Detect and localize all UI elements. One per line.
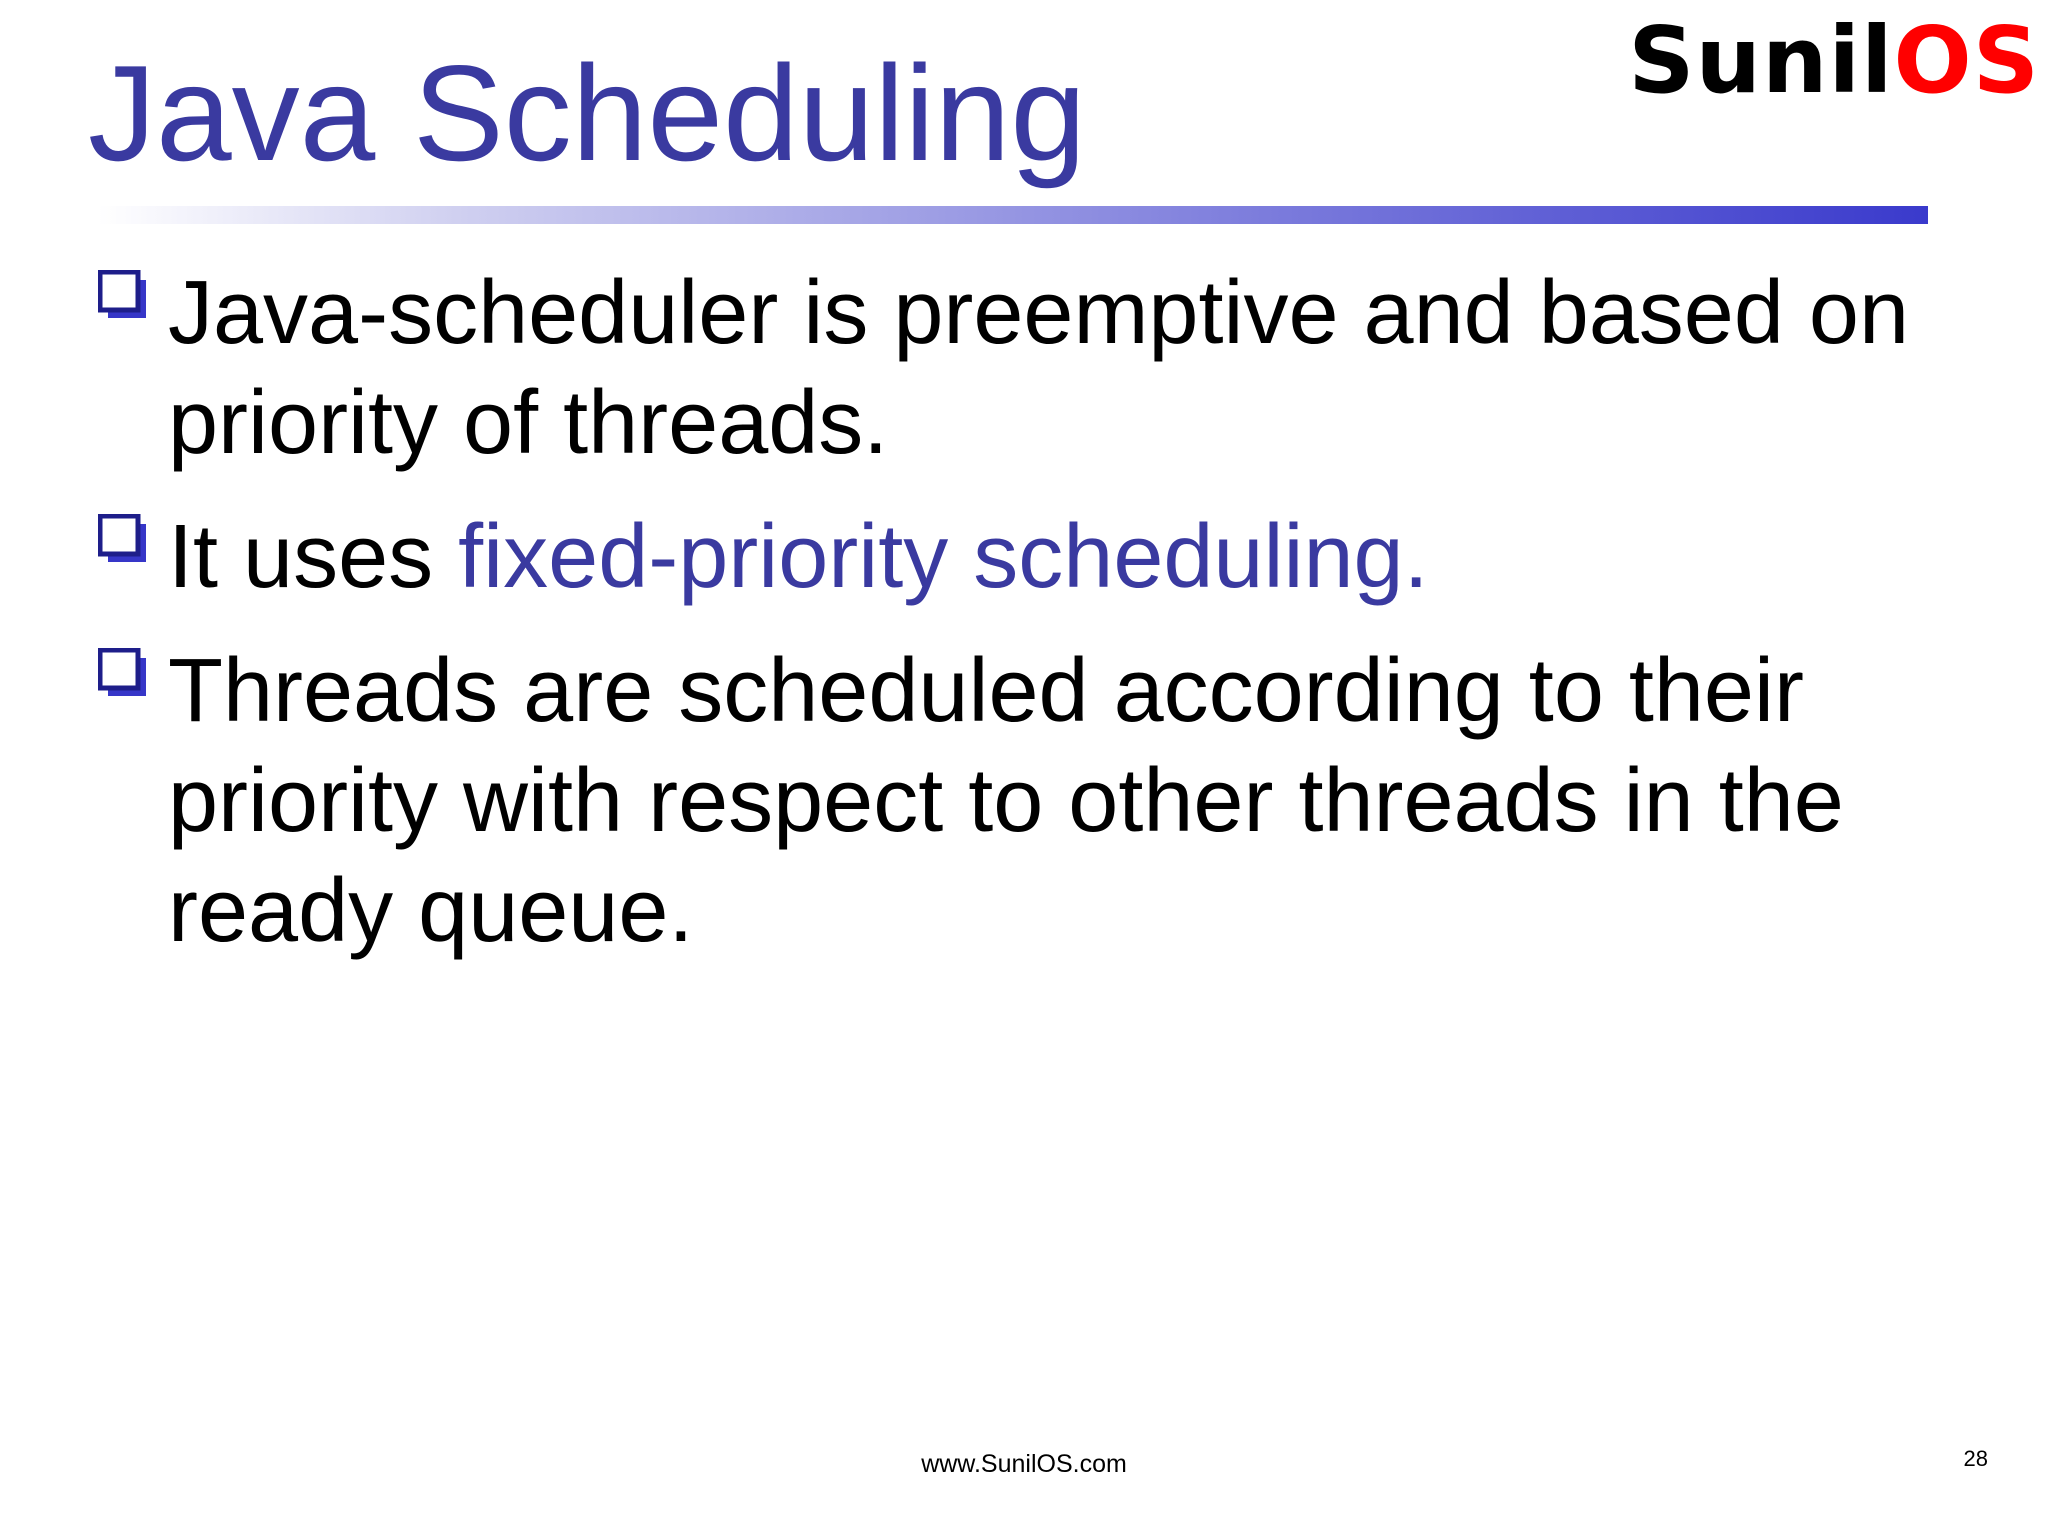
bullet-item-2 — [96, 502, 1996, 612]
logo-text-os: OS — [1893, 7, 2040, 114]
bullet-text-1: Java-scheduler is preemptive and based on priority of threads. — [168, 263, 1910, 473]
hollow-square-bullet-icon — [98, 514, 148, 564]
bullet-text-2: It uses — [168, 507, 459, 607]
bullet-text-3: Threads are scheduled according to their priority with respect to other threads in the ready queue. — [168, 641, 1844, 961]
page-number: 28 — [1963, 1446, 1988, 1471]
bullet-item-1 — [96, 258, 1996, 478]
sunilos-logo — [1628, 6, 2040, 116]
footer-url[interactable]: www.SunilOS.com — [921, 1450, 1127, 1478]
slide-title: Java Scheduling — [88, 37, 1087, 189]
hollow-square-bullet-icon — [98, 270, 148, 320]
title-underline-rule — [98, 206, 1928, 224]
bullet-accent-fixed-priority: fixed-priority scheduling. — [458, 507, 1429, 607]
logo-text-sunil: Sunil — [1628, 7, 1894, 114]
bullet-item-3 — [96, 636, 1996, 966]
hollow-square-bullet-icon — [98, 648, 148, 698]
bullet-list — [96, 258, 1996, 990]
